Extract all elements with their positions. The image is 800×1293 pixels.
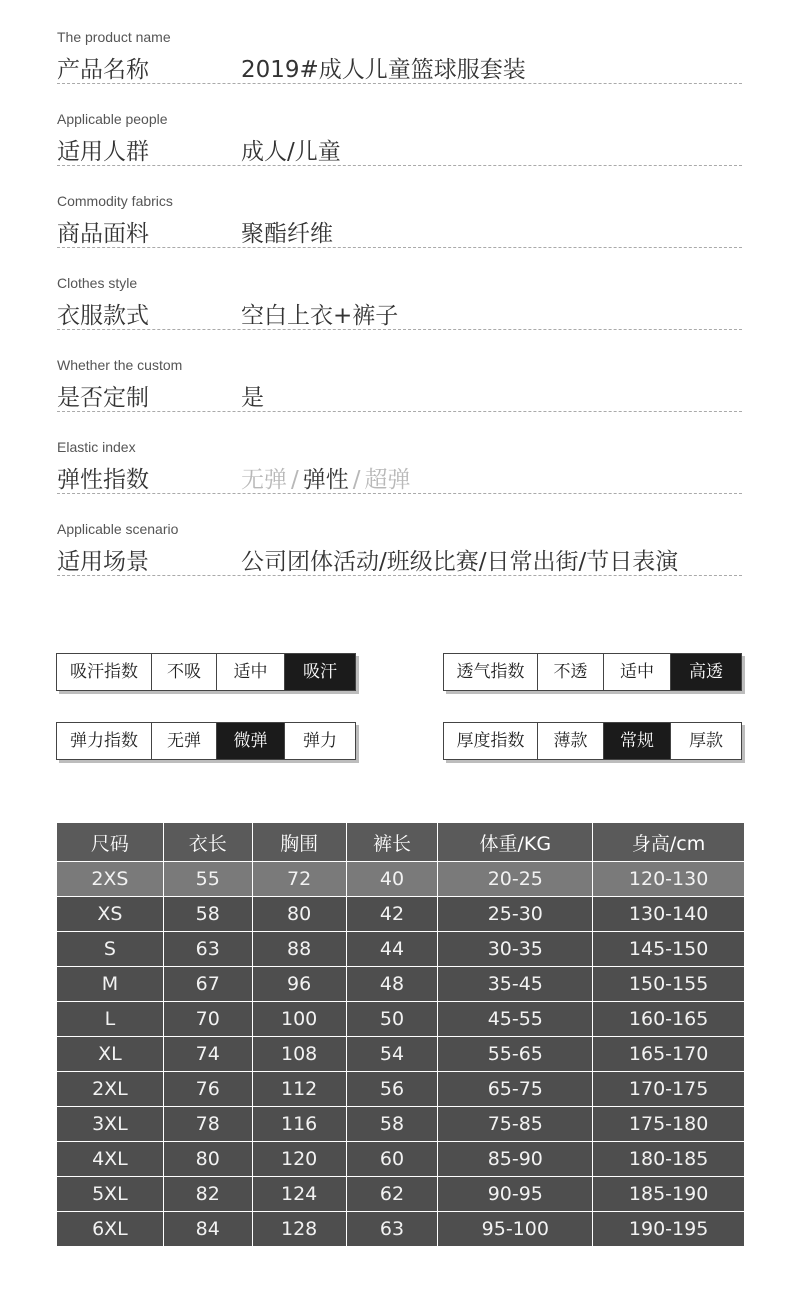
attr-label-cn: 是否定制	[57, 385, 149, 411]
table-row	[57, 1072, 745, 1107]
chest-cell: 116	[252, 1107, 346, 1142]
table-row	[57, 1107, 745, 1142]
chest-cell: 124	[252, 1177, 346, 1212]
length-cell: 67	[163, 967, 252, 1002]
height-cell: 190-195	[593, 1212, 745, 1247]
index-option-selected: 吸汗	[284, 654, 355, 690]
length-cell: 76	[163, 1072, 252, 1107]
index-option-selected: 微弹	[216, 723, 284, 759]
table-row	[57, 862, 745, 897]
table-row	[57, 967, 745, 1002]
elastic-index	[56, 722, 356, 760]
attr-label-cn: 适用人群	[57, 139, 149, 165]
header-pants: 裤长	[346, 823, 438, 862]
attr-label-en: Whether the custom	[57, 357, 183, 373]
height-cell: 145-150	[593, 932, 745, 967]
chest-cell: 88	[252, 932, 346, 967]
length-cell: 82	[163, 1177, 252, 1212]
weight-cell: 55-65	[438, 1037, 593, 1072]
attr-fabric	[57, 193, 742, 275]
attr-label-cn: 商品面料	[57, 221, 149, 247]
pants-cell: 50	[346, 1002, 438, 1037]
index-option: 不吸	[151, 654, 216, 690]
pants-cell: 40	[346, 862, 438, 897]
height-cell: 180-185	[593, 1142, 745, 1177]
attr-scenario	[57, 521, 742, 603]
height-cell: 170-175	[593, 1072, 745, 1107]
chest-cell: 72	[252, 862, 346, 897]
chest-cell: 128	[252, 1212, 346, 1247]
thickness-index	[443, 722, 742, 760]
weight-cell: 30-35	[438, 932, 593, 967]
breath-index	[443, 653, 742, 691]
dashed-divider	[57, 411, 742, 412]
index-label: 弹力指数	[70, 731, 138, 751]
attr-value: 聚酯纤维	[241, 221, 333, 247]
dashed-divider	[57, 493, 742, 494]
index-option: 不透	[537, 654, 603, 690]
table-row	[57, 1037, 745, 1072]
sweat-index	[56, 653, 356, 691]
pants-cell: 58	[346, 1107, 438, 1142]
weight-cell: 45-55	[438, 1002, 593, 1037]
size-cell: S	[57, 932, 164, 967]
dashed-divider	[57, 575, 742, 576]
height-cell: 185-190	[593, 1177, 745, 1212]
chest-cell: 100	[252, 1002, 346, 1037]
option-separator: /	[352, 467, 361, 493]
attr-value: 2019#成人儿童篮球服套装	[241, 57, 526, 83]
attr-label-cn: 产品名称	[57, 57, 149, 83]
attr-label-cn: 适用场景	[57, 549, 149, 575]
size-cell: M	[57, 967, 164, 1002]
height-cell: 175-180	[593, 1107, 745, 1142]
chest-cell: 120	[252, 1142, 346, 1177]
chest-cell: 80	[252, 897, 346, 932]
pants-cell: 44	[346, 932, 438, 967]
weight-cell: 95-100	[438, 1212, 593, 1247]
attr-label-cn: 衣服款式	[57, 303, 149, 329]
size-cell: 2XL	[57, 1072, 164, 1107]
height-cell: 150-155	[593, 967, 745, 1002]
elastic-option: 超弹	[364, 467, 411, 493]
index-option: 厚款	[670, 723, 741, 759]
attr-custom	[57, 357, 742, 439]
pants-cell: 60	[346, 1142, 438, 1177]
elastic-option: 无弹	[241, 467, 287, 493]
pants-cell: 48	[346, 967, 438, 1002]
index-option: 适中	[603, 654, 670, 690]
size-cell: 6XL	[57, 1212, 164, 1247]
index-label: 透气指数	[456, 662, 525, 682]
attr-value: 空白上衣+裤子	[241, 303, 399, 329]
pants-cell: 56	[346, 1072, 438, 1107]
height-cell: 120-130	[593, 862, 745, 897]
elastic-option-selected: 弹性	[302, 467, 349, 493]
length-cell: 55	[163, 862, 252, 897]
length-cell: 78	[163, 1107, 252, 1142]
table-row	[57, 1212, 745, 1247]
size-cell: L	[57, 1002, 164, 1037]
attr-label-en: Elastic index	[57, 439, 136, 455]
length-cell: 74	[163, 1037, 252, 1072]
size-cell: 2XS	[57, 862, 164, 897]
attr-label-en: Commodity fabrics	[57, 193, 173, 209]
index-option: 无弹	[151, 723, 216, 759]
size-cell: 3XL	[57, 1107, 164, 1142]
attr-applicable-people	[57, 111, 742, 193]
chest-cell: 108	[252, 1037, 346, 1072]
attr-label-en: Applicable scenario	[57, 521, 179, 537]
chest-cell: 96	[252, 967, 346, 1002]
table-row	[57, 932, 745, 967]
length-cell: 84	[163, 1212, 252, 1247]
table-row	[57, 897, 745, 932]
attr-value: 公司团体活动/班级比赛/日常出街/节日表演	[241, 549, 679, 575]
index-option-selected: 高透	[670, 654, 741, 690]
dashed-divider	[57, 165, 742, 166]
attr-label-en: The product name	[57, 29, 171, 45]
attr-clothes-style	[57, 275, 742, 357]
length-cell: 58	[163, 897, 252, 932]
attr-label-en: Clothes style	[57, 275, 138, 291]
index-option: 适中	[216, 654, 284, 690]
height-cell: 160-165	[593, 1002, 745, 1037]
dashed-divider	[57, 83, 742, 84]
option-separator: /	[291, 467, 299, 493]
weight-cell: 25-30	[438, 897, 593, 932]
chest-cell: 112	[252, 1072, 346, 1107]
table-row	[57, 1002, 745, 1037]
size-cell: 5XL	[57, 1177, 164, 1212]
attr-value: 成人/儿童	[241, 139, 341, 165]
header-length: 衣长	[163, 823, 252, 862]
size-table-body	[57, 862, 745, 1247]
size-cell: XL	[57, 1037, 164, 1072]
header-weight: 体重/KG	[438, 823, 593, 862]
length-cell: 63	[163, 932, 252, 967]
pants-cell: 54	[346, 1037, 438, 1072]
attr-value: 是	[241, 385, 264, 411]
size-cell: 4XL	[57, 1142, 164, 1177]
weight-cell: 90-95	[438, 1177, 593, 1212]
weight-cell: 20-25	[438, 862, 593, 897]
dashed-divider	[57, 247, 742, 248]
pants-cell: 62	[346, 1177, 438, 1212]
table-header-row	[57, 823, 745, 862]
weight-cell: 85-90	[438, 1142, 593, 1177]
attr-elastic-index	[57, 439, 742, 521]
index-option-selected: 常规	[603, 723, 670, 759]
weight-cell: 35-45	[438, 967, 593, 1002]
index-label: 吸汗指数	[70, 662, 138, 682]
header-height: 身高/cm	[593, 823, 745, 862]
attr-product-name	[57, 29, 742, 111]
size-table	[56, 822, 745, 1247]
height-cell: 130-140	[593, 897, 745, 932]
weight-cell: 65-75	[438, 1072, 593, 1107]
table-row	[57, 1177, 745, 1212]
pants-cell: 63	[346, 1212, 438, 1247]
pants-cell: 42	[346, 897, 438, 932]
attr-label-cn: 弹性指数	[57, 467, 149, 493]
size-cell: XS	[57, 897, 164, 932]
weight-cell: 75-85	[438, 1107, 593, 1142]
length-cell: 70	[163, 1002, 252, 1037]
index-option: 弹力	[284, 723, 355, 759]
height-cell: 165-170	[593, 1037, 745, 1072]
header-size: 尺码	[57, 823, 164, 862]
index-label: 厚度指数	[456, 731, 525, 751]
index-option: 薄款	[537, 723, 603, 759]
elastic-options	[241, 461, 411, 494]
header-chest: 胸围	[252, 823, 346, 862]
length-cell: 80	[163, 1142, 252, 1177]
attr-label-en: Applicable people	[57, 111, 168, 127]
dashed-divider	[57, 329, 742, 330]
table-row	[57, 1142, 745, 1177]
